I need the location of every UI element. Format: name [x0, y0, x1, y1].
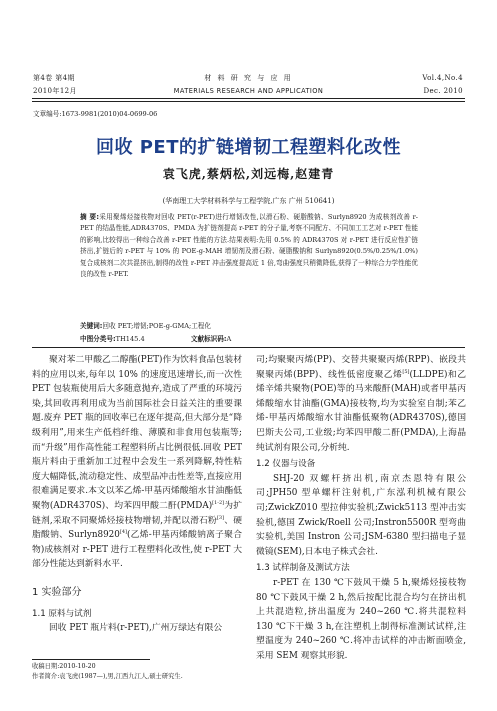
keywords: [80, 320, 211, 330]
received-date: 收稿日期:2010-10-20: [32, 663, 96, 670]
left-column: [32, 353, 242, 636]
materials-paragraph-cont: [256, 353, 466, 455]
doc-code: A: [226, 335, 232, 343]
classification: [80, 333, 231, 343]
header-rule: [32, 98, 465, 99]
author-list: 袁飞虎,蔡炳松,刘远梅,赵建青: [162, 167, 335, 181]
keywords-text: 回收 PET;增韧;POE-g-GMA;工程化: [102, 322, 211, 330]
article-number: 文章编号:1673-9981(2010)04-0699-06: [33, 110, 158, 118]
citation: [1-2]: [212, 500, 225, 507]
issue-volume: 第4卷 第4期: [33, 74, 75, 82]
header-rule-thin: [32, 101, 465, 102]
intro-text-cont2: 、硬脂酸钠、Surlyn8920: [32, 515, 242, 541]
abstract-rule: [32, 347, 465, 348]
preparation-paragraph: r-PET 在 130 ℃下鼓风干燥 5 h,聚烯烃接枝物 80 ℃下鼓风干燥 2 h,然后按配比混合均匀在挤出机上共混造粒,挤出温度为 240~260 ℃.将共混粒料 130 ℃下干燥 3 h,在注塑机上制得标准测试试样,注塑温度为 240~260 ℃.将冲击试样的冲击断面喷金,采用 SEM 观察其形貌.: [256, 577, 466, 661]
footnote-rule: [32, 659, 150, 660]
intro-text: 聚对苯二甲酸乙二醇酯(PET)作为饮料食品包装材料的应用以来,每年以 10% 的速度迅速增长,而一次性 PET 包装瓶使用后大多随意抛弃,造成了严重的环境污染,其回收再利用成为当前国际社会日益关注的重要课题.废弃 PET 瓶的回收率已在逐年提高,但大部分是“降级利用”,用来生产低档纤维、薄膜和非食用包装瓶等;而“升级”用作高性能工程塑料所占比例很低.回收 PET 瓶片料由于重新加工过程中会发生一系列降解,特性粘度大幅降低,流动稳定性、成型品冲击性差等,直接应用很难满足要求.本文以苯乙烯-甲基丙烯酸缩水甘油酯低聚物(ADR4370S)、均苯四甲酸二酐(PMDA): [32, 355, 242, 511]
affiliation: (华南理工大学材料科学与工程学院,广东 广州 510641): [162, 197, 335, 205]
subsection-heading-preparation: 1.3 试样制备及测试方法: [256, 563, 350, 574]
section-heading-experimental: 1 实验部分: [32, 586, 82, 598]
clc-label: 中图分类号:: [80, 335, 116, 343]
abstract-label: 摘 要:: [80, 213, 99, 221]
paper-title: 回收 PET的扩链增韧工程塑料化改性: [95, 137, 402, 158]
citation: [5]: [402, 368, 410, 375]
abstract-text: 采用聚烯烃接枝物对回收 PET(r-PET)进行增韧改性,以滑石粉、硬脂酸钠、Surlyn8920 为成核剂改善 r-PET 的结晶性能,ADR4370S、PMDA 为扩链剂提高 r-PET 的分子量,考察不同配方、不同加工工艺对 r-PET 性能的影响,比较得出一种综合改善 r-PET 性能的方法.结果表明:先用 0.5% 的 ADR4370S 对 r-PET 进行反应性扩链挤出,扩链后的 r-PET 与 10% 的 POE-g-MAH 增韧剂及滑石粉、硬脂酸钠和 Surlyn8920(0.5%/0.25%/1.0%)复合成核剂二次共混挤出,制得的改性 r-PET 冲击强度提高近 1 倍,弯曲强度只稍微降低,获得了一种综合力学性能优良的改性 r-PET.: [80, 213, 418, 279]
materials-text-cont: (LLDPE)和乙烯辛烯共聚物(POE)等的马来酸酐(MAH)或者甲基丙烯酸缩水甘油酯(GMA)接枝物,均为实验室自制;苯乙烯-甲基丙烯酸缩水甘油酯低聚物(ADR4370S),德国巴斯夫公司,工业级;均苯四甲酸二酐(PMDA),上海晶纯试剂有限公司,分析纯.: [256, 369, 466, 453]
author-bio: 作者简介:袁飞虎(1987—),男,江西九江人,硕士研究生.: [32, 673, 183, 680]
issue-date: 2010年12月: [33, 87, 77, 95]
subsection-heading-materials: 1.1 原料与试剂: [32, 608, 92, 619]
citation: [4]: [119, 529, 127, 536]
keywords-label: 关键词:: [80, 322, 103, 330]
citation: [3]: [216, 514, 225, 521]
clc-code: TH145.4: [115, 335, 145, 343]
materials-paragraph: 回收 PET 瓶片料(r-PET),广州万绿达有限公: [49, 623, 223, 634]
equipment-paragraph: SHJ-20 双螺杆挤出机,南京杰恩特有限公司;JPH50 型单螺杆注射机,广东泓利机械有限公司;ZwickZ010 型拉伸实验机;Zwick5113 型冲击实验机,德国 Zwick/Roell 公司;Instron5500R 型弯曲实验机,美国 Instron 公司;JSM-6380 型扫描电子显微镜(SEM),日本电子株式会社.: [256, 473, 466, 557]
journal-title-en: MATERIALS RESEARCH AND APPLICATION: [173, 87, 324, 95]
materials-text: 司;均聚聚丙烯(PP)、交替共聚聚丙烯(RPP)、嵌段共聚聚丙烯(BPP)、线性低密度聚乙烯: [256, 355, 466, 380]
footnote: [32, 662, 452, 682]
abstract: [80, 212, 418, 280]
doc-code-label: 文献标识码:: [190, 335, 227, 343]
right-column: [256, 353, 466, 663]
introduction-paragraph: [32, 353, 242, 572]
subsection-heading-equipment: 1.2 仪器与设备: [256, 459, 316, 470]
intro-text-cont3: (乙烯-甲基丙烯酸钠离子聚合物)成核剂对 r-PET 进行工程塑料化改性,使 r-PET 大部分性能达到新料水平.: [32, 530, 243, 570]
date-en: Dec. 2010: [423, 87, 463, 95]
volume-number-en: Vol.4,No.4: [422, 74, 463, 82]
journal-title-cn: 材 料 研 究 与 应 用: [204, 74, 293, 82]
intro-text-cont: 为扩链剂,采取不同聚烯烃接枝物增韧,并配以滑石粉: [32, 500, 242, 526]
